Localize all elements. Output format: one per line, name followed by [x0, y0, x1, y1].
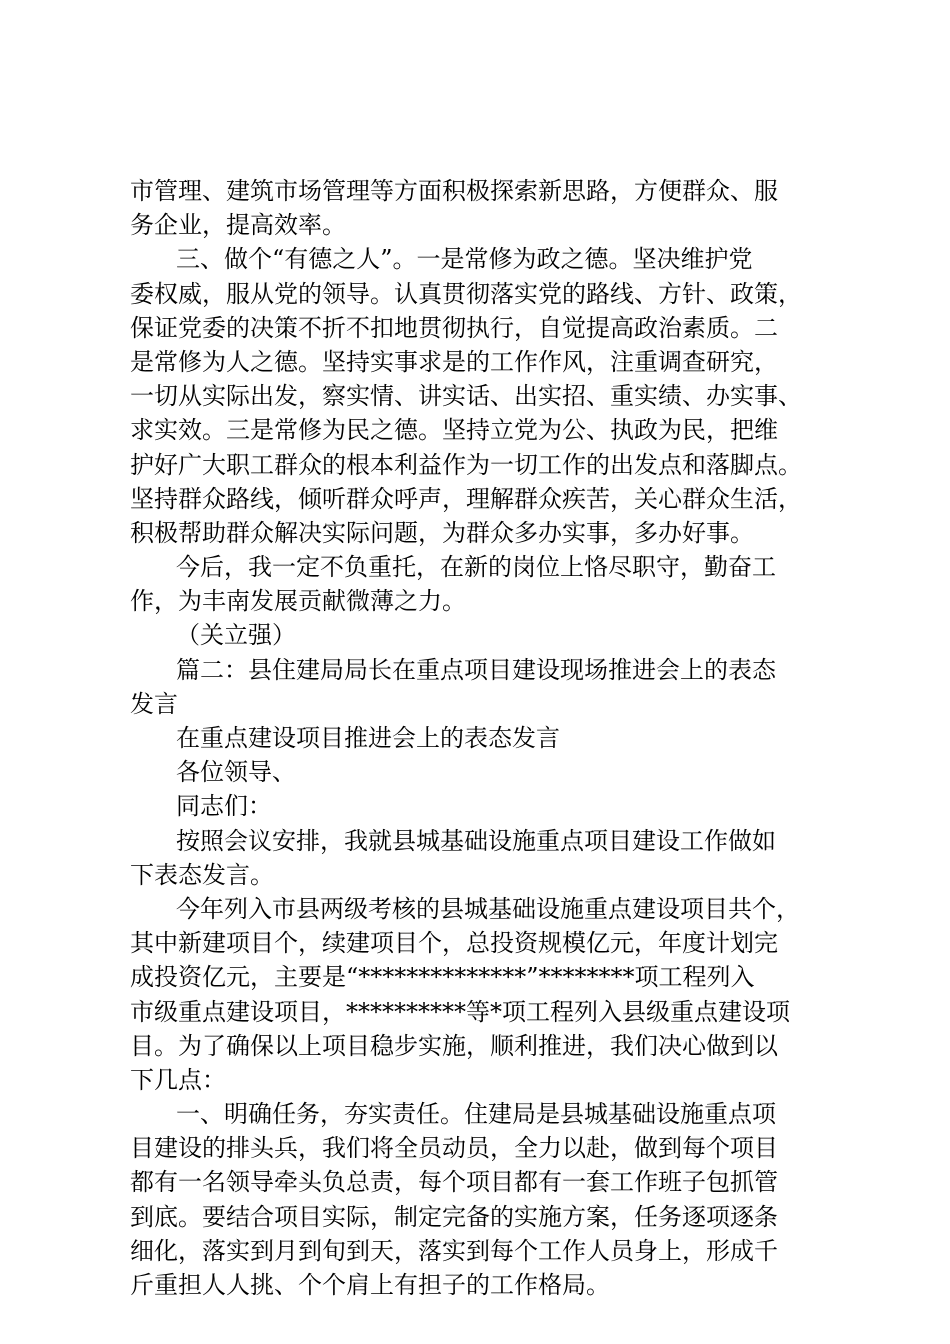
text-line: 篇二：县住建局局长在重点项目建设现场推进会上的表态 [176, 655, 776, 684]
text-line: 今后，我一定不负重托，在新的岗位上恪尽职守，勤奋工 [176, 553, 776, 582]
text-line: 目建设的排头兵，我们将全员动员，全力以赴，做到每个项目 [130, 1134, 778, 1163]
text-line: 同志们： [176, 792, 272, 821]
text-line: 目。为了确保以上项目稳步实施，顺利推进，我们决心做到以 [130, 1031, 778, 1060]
text-line: 一切从实际出发，察实情、讲实话、出实招、重实绩、办实事、 [130, 382, 802, 411]
text-line: 各位领导、 [176, 758, 296, 787]
text-line: 斤重担人人挑、个个肩上有担子的工作格局。 [130, 1271, 610, 1299]
text-line: 在重点建设项目推进会上的表态发言 [176, 724, 560, 752]
text-line: 成投资亿元，主要是“**************”********项工程列入 [130, 963, 755, 992]
text-line: 其中新建项目个，续建项目个，总投资规模亿元，年度计划完 [130, 929, 778, 958]
text-line: 到底。要结合项目实际，制定完备的实施方案，任务逐项逐条 [130, 1202, 778, 1231]
text-line: 积极帮助群众解决实际问题，为群众多办实事，多办好事。 [130, 518, 754, 547]
text-line: 三、做个“有德之人”。一是常修为政之德。坚决维护党 [176, 245, 753, 274]
text-line: 下几点： [130, 1065, 226, 1094]
text-line: 作，为丰南发展贡献微薄之力。 [130, 587, 466, 616]
text-line: 务企业，提高效率。 [130, 211, 346, 240]
text-line: 是常修为人之德。坚持实事求是的工作作风，注重调查研究， [130, 347, 778, 376]
text-line: 下表态发言。 [130, 860, 274, 889]
text-line: （关立强） [176, 621, 296, 650]
text-line: 都有一名领导牵头负总责，每个项目都有一套工作班子包抓管 [130, 1168, 778, 1197]
document-page [130, 174, 840, 1302]
text-line: 今年列入市县两级考核的县城基础设施重点建设项目共个， [176, 894, 800, 923]
text-line: 一、明确任务，夯实责任。住建局是县城基础设施重点项 [176, 1100, 776, 1129]
text-line: 按照会议安排，我就县城基础设施重点项目建设工作做如 [176, 826, 776, 855]
text-line: 发言 [130, 689, 178, 718]
text-line: 市级重点建设项目，**********等*项工程列入县级重点建设项 [130, 997, 790, 1026]
text-line: 求实效。三是常修为民之德。坚持立党为公、执政为民，把维 [130, 416, 778, 445]
text-line: 市管理、建筑市场管理等方面积极探索新思路，方便群众、服 [130, 177, 778, 205]
text-line: 委权威，服从党的领导。认真贯彻落实党的路线、方针、政策， [130, 279, 802, 308]
text-line: 保证党委的决策不折不扣地贯彻执行，自觉提高政治素质。二 [130, 313, 778, 342]
text-line: 护好广大职工群众的根本利益作为一切工作的出发点和落脚点。 [130, 450, 802, 479]
text-line: 坚持群众路线，倾听群众呼声，理解群众疾苦，关心群众生活， [130, 484, 802, 513]
document-body [130, 174, 840, 1302]
text-line: 细化，落实到月到旬到天，落实到每个工作人员身上，形成千 [130, 1236, 778, 1265]
